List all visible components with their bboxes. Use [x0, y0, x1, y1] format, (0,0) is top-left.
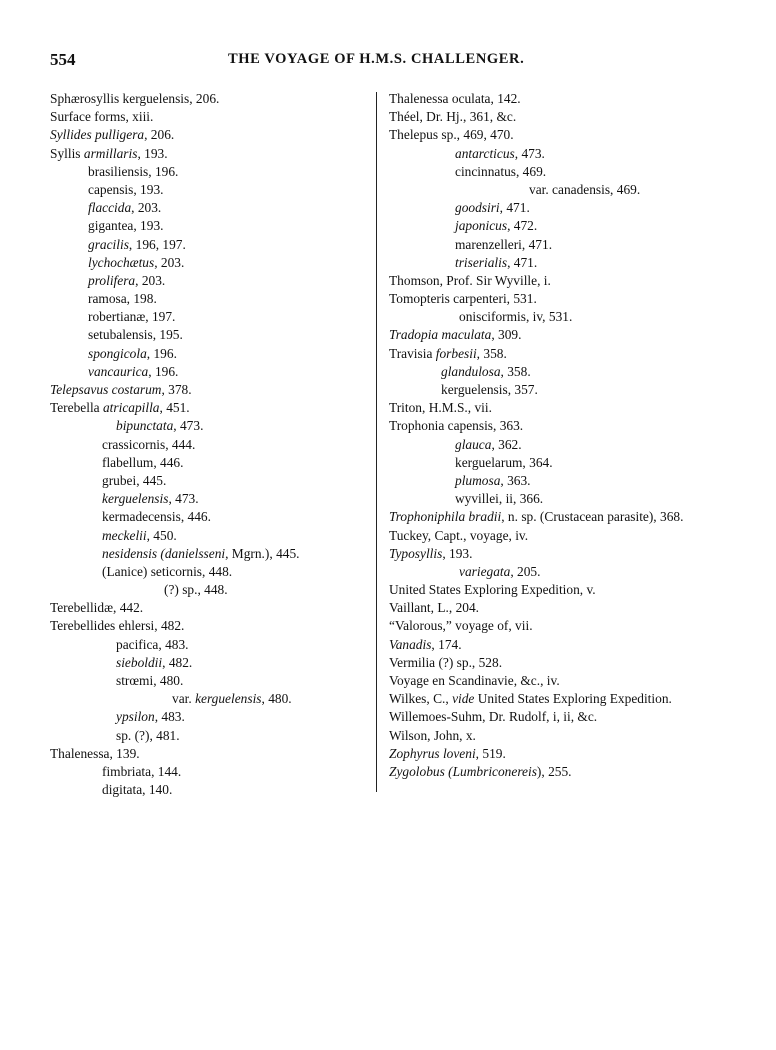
entry-text: , n. sp. (Crustacean parasite), 368. — [501, 509, 684, 525]
index-entry — [50, 417, 390, 435]
entry-text: , 473. — [168, 491, 199, 507]
index-entry — [389, 745, 769, 763]
entry-text: Triton, H.M.S., vii. — [389, 400, 492, 416]
entry-text: , 358. — [500, 363, 531, 379]
entry-italic-text: bipunctata — [116, 418, 174, 434]
entry-text: Vermilia (?) sp., 528. — [389, 654, 503, 670]
index-entry — [389, 181, 769, 199]
index-entry — [389, 290, 769, 308]
entry-italic-text: meckelii — [102, 527, 147, 543]
index-entry — [389, 326, 769, 344]
index-entry — [389, 272, 769, 290]
entry-italic-text: ypsilon — [116, 709, 155, 725]
entry-text: robertianæ, 197. — [88, 309, 176, 325]
index-entry — [389, 545, 769, 563]
entry-text: , 473. — [173, 418, 204, 434]
entry-italic-text: Trophoniphila bradii — [389, 509, 502, 525]
entry-text: strœmi, 480. — [116, 673, 184, 688]
entry-text: , 482. — [162, 654, 193, 670]
entry-text: , 358. — [476, 345, 507, 361]
entry-text: kerguelarum, 364. — [455, 454, 553, 470]
entry-text: , 203. — [135, 272, 166, 288]
entry-italic-text: Syllides pulligera — [50, 127, 145, 143]
index-entry — [389, 490, 769, 508]
index-entry — [389, 599, 769, 617]
index-entry — [389, 636, 769, 654]
entry-text: , 206. — [144, 127, 175, 143]
entry-italic-text: glauca — [455, 436, 492, 452]
entry-text: Surface forms, xiii. — [50, 109, 154, 125]
index-entry — [389, 108, 769, 126]
entry-text: Thomson, Prof. Sir Wyville, i. — [389, 272, 551, 288]
entry-text: , 205. — [510, 563, 541, 579]
index-entry — [389, 363, 769, 381]
index-entry — [389, 617, 769, 635]
index-entry — [50, 708, 390, 726]
index-entry — [389, 472, 769, 490]
entry-text: Thelepus sp., 469, 470. — [389, 127, 514, 143]
index-entry — [50, 781, 390, 799]
index-entry — [389, 454, 769, 472]
entry-text: , 471. — [507, 254, 538, 270]
index-entry — [50, 545, 390, 563]
index-entry — [50, 599, 390, 617]
index-entry — [389, 563, 769, 581]
entry-text: , 362. — [491, 436, 522, 452]
entry-text: , 450. — [146, 527, 177, 543]
entry-text: , 196, 197. — [128, 236, 186, 252]
entry-text: Travisia — [389, 345, 436, 361]
entry-italic-text: flaccida — [88, 200, 132, 216]
entry-text: var. canadensis, 469. — [529, 181, 641, 197]
entry-text: , 193. — [442, 545, 473, 561]
index-entry — [50, 181, 390, 199]
entry-italic-text: goodsiri — [455, 200, 500, 216]
entry-text: wyvillei, ii, 366. — [455, 491, 544, 507]
index-right-column — [389, 90, 769, 781]
entry-text: , 193. — [137, 145, 168, 161]
entry-text: , 483. — [154, 709, 185, 725]
index-entry — [389, 436, 769, 454]
column-divider — [376, 92, 377, 792]
index-entry — [389, 581, 769, 599]
index-entry — [50, 399, 390, 417]
entry-italic-text: nesidensis (danielsseni — [102, 545, 226, 561]
entry-text: digitata, 140. — [102, 782, 173, 798]
entry-italic-text: atricapilla — [102, 400, 160, 416]
index-entry — [50, 345, 390, 363]
entry-text: Terebella — [50, 400, 103, 416]
entry-text: , 363. — [500, 472, 531, 488]
entry-text: capensis, 193. — [88, 181, 164, 197]
entry-text: crassicornis, 444. — [102, 436, 196, 452]
index-entry — [389, 90, 769, 108]
index-entry — [50, 90, 390, 108]
entry-text: fimbriata, 144. — [102, 763, 182, 779]
entry-text: var. — [172, 691, 196, 707]
index-left-column — [50, 90, 390, 799]
index-entry — [50, 236, 390, 254]
entry-text: Terebellides ehlersi, 482. — [50, 618, 185, 634]
entry-text: Willemoes-Suhm, Dr. Rudolf, i, ii, &c. — [389, 709, 598, 725]
index-entry — [50, 272, 390, 290]
index-entry — [50, 145, 390, 163]
entry-text: pacifica, 483. — [116, 636, 189, 652]
entry-text: United States Exploring Expedition. — [474, 691, 672, 707]
index-entry — [389, 163, 769, 181]
index-entry — [389, 727, 769, 745]
entry-text: marenzelleri, 471. — [455, 236, 553, 252]
entry-text: , 451. — [159, 400, 190, 416]
entry-italic-text: Typosyllis — [389, 545, 443, 561]
index-entry — [389, 254, 769, 272]
entry-text: United States Exploring Expedition, v. — [389, 582, 596, 598]
entry-text: ramosa, 198. — [88, 291, 157, 307]
index-entry — [389, 763, 769, 781]
index-entry — [389, 236, 769, 254]
entry-text: gigantea, 193. — [88, 218, 164, 234]
entry-text: Thalenessa, 139. — [50, 745, 140, 761]
entry-text: Trophonia capensis, 363. — [389, 418, 524, 434]
entry-text: , 203. — [131, 200, 162, 216]
index-entry — [389, 672, 769, 690]
index-entry — [50, 581, 390, 599]
entry-text: , 471. — [499, 200, 530, 216]
entry-text: , 480. — [261, 691, 292, 707]
entry-text: , Mgrn.), 445. — [225, 545, 300, 561]
entry-italic-text: armillaris — [83, 145, 138, 161]
entry-text: Syllis — [50, 145, 84, 161]
index-entry — [389, 508, 769, 526]
index-entry — [50, 436, 390, 454]
page-header — [0, 50, 776, 74]
entry-italic-text: Zygolobus (Lumbriconereis — [389, 763, 537, 779]
index-entry — [50, 163, 390, 181]
index-entry — [389, 708, 769, 726]
index-entry — [50, 617, 390, 635]
entry-text: Théel, Dr. Hj., 361, &c. — [389, 109, 517, 125]
entry-italic-text: Zophyrus loveni — [389, 745, 476, 761]
entry-text: cincinnatus, 469. — [455, 163, 547, 179]
index-entry — [389, 417, 769, 435]
entry-text: Vaillant, L., 204. — [389, 600, 479, 616]
entry-text: Wilson, John, x. — [389, 727, 476, 743]
index-entry — [389, 690, 769, 708]
entry-text: kerguelensis, 357. — [441, 382, 538, 397]
entry-italic-text: kerguelensis — [195, 691, 262, 707]
entry-italic-text: triserialis — [455, 254, 508, 270]
entry-italic-text: lychochætus — [88, 254, 155, 270]
index-entry — [50, 727, 390, 745]
entry-italic-text: spongicola — [88, 345, 147, 361]
index-entry — [389, 308, 769, 326]
index-entry — [50, 690, 390, 708]
entry-text: (?) sp., 448. — [164, 582, 228, 598]
index-entry — [389, 199, 769, 217]
index-entry — [389, 381, 769, 399]
index-entry — [50, 472, 390, 490]
entry-italic-text: variegata — [459, 563, 511, 579]
index-entry — [389, 126, 769, 144]
entry-italic-text: Tradopia maculata — [389, 327, 492, 343]
index-entry — [50, 490, 390, 508]
entry-text: onisciformis, iv, 531. — [459, 309, 573, 325]
index-entry — [50, 126, 390, 144]
index-entry — [50, 763, 390, 781]
index-entry — [50, 636, 390, 654]
index-entry — [50, 290, 390, 308]
index-entry — [50, 381, 390, 399]
entry-text: Terebellidæ, 442. — [50, 600, 144, 616]
page-number: 554 — [50, 50, 76, 69]
entry-text: Thalenessa oculata, 142. — [389, 91, 521, 106]
entry-text: ), 255. — [536, 763, 572, 779]
index-entry — [50, 217, 390, 235]
index-entry — [50, 563, 390, 581]
entry-italic-text: kerguelensis — [102, 491, 169, 507]
entry-text: , 519. — [475, 745, 506, 761]
entry-text: , 196. — [148, 363, 179, 379]
index-entry — [50, 654, 390, 672]
index-entry — [50, 254, 390, 272]
entry-italic-text: vancaurica — [88, 363, 149, 379]
entry-text: , 473. — [514, 145, 545, 161]
entry-italic-text: antarcticus — [455, 145, 515, 161]
entry-italic-text: plumosa — [455, 472, 501, 488]
index-entry — [50, 454, 390, 472]
index-entry — [389, 145, 769, 163]
entry-text: Wilkes, C., — [389, 691, 453, 707]
entry-italic-text: japonicus — [455, 218, 508, 234]
entry-text: Tuckey, Capt., voyage, iv. — [389, 527, 529, 543]
entry-text: , 196. — [146, 345, 177, 361]
entry-italic-text: Vanadis — [389, 636, 432, 652]
entry-text: , 203. — [154, 254, 185, 270]
entry-italic-text: vide — [452, 691, 475, 707]
entry-text: sp. (?), 481. — [116, 727, 180, 743]
entry-italic-text: glandulosa — [441, 363, 501, 379]
entry-text: flabellum, 446. — [102, 454, 184, 470]
index-entry — [50, 508, 390, 526]
index-entry — [389, 217, 769, 235]
entry-text: grubei, 445. — [102, 472, 167, 488]
entry-text: kermadecensis, 446. — [102, 509, 211, 525]
entry-text: , 174. — [431, 636, 462, 652]
entry-text: , 309. — [491, 327, 522, 343]
entry-text: brasiliensis, 196. — [88, 163, 179, 179]
index-entry — [389, 654, 769, 672]
entry-text: , 378. — [161, 382, 192, 397]
entry-text: setubalensis, 195. — [88, 327, 183, 343]
index-entry — [50, 745, 390, 763]
entry-italic-text: Telepsavus costarum — [50, 382, 162, 397]
index-entry — [50, 108, 390, 126]
index-entry — [50, 199, 390, 217]
index-entry — [389, 399, 769, 417]
index-entry — [50, 308, 390, 326]
index-entry — [50, 326, 390, 344]
entry-text: Sphærosyllis kerguelensis, 206. — [50, 91, 220, 106]
entry-text: , 472. — [507, 218, 538, 234]
index-entry — [50, 527, 390, 545]
entry-text: Voyage en Scandinavie, &c., iv. — [389, 673, 560, 688]
entry-text: (Lanice) seticornis, 448. — [102, 563, 233, 579]
entry-italic-text: gracilis — [88, 236, 129, 252]
entry-italic-text: prolifera — [88, 272, 136, 288]
index-entry — [389, 527, 769, 545]
running-title: THE VOYAGE OF H.M.S. CHALLENGER. — [228, 51, 525, 67]
index-entry — [50, 672, 390, 690]
index-entry — [50, 363, 390, 381]
entry-text: Tomopteris carpenteri, 531. — [389, 291, 537, 307]
entry-text: “Valorous,” voyage of, vii. — [389, 618, 533, 634]
entry-italic-text: sieboldii — [116, 654, 163, 670]
entry-italic-text: forbesii — [435, 345, 477, 361]
index-entry — [389, 345, 769, 363]
